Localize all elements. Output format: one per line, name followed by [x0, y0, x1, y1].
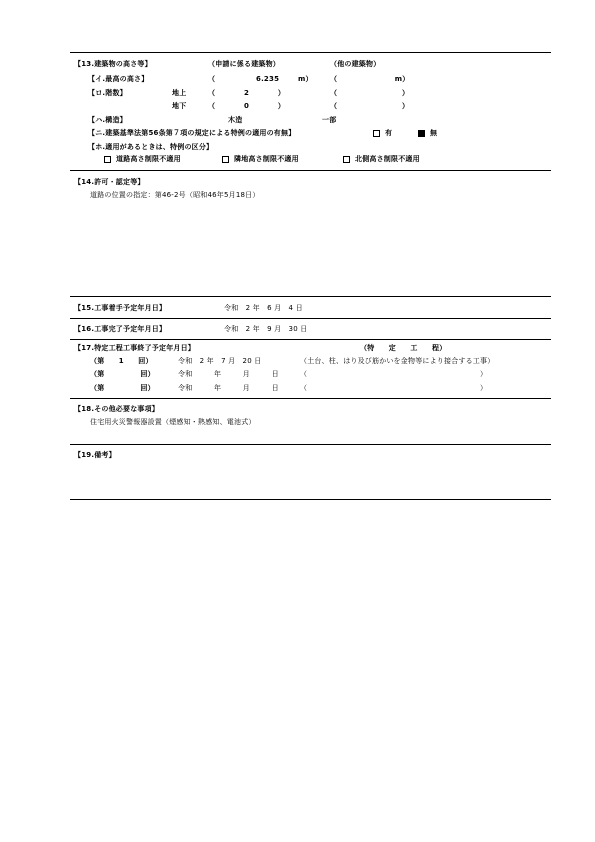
s17-row3-date: 令和 年 月 日	[178, 384, 279, 392]
s18-value: 住宅用火災警報器設置（煙感知・熱感知、電池式）	[90, 418, 256, 426]
s13-i-label: 【イ.最高の高さ】	[88, 75, 149, 83]
s17-title: 【17.特定工程工事終了予定年月日】	[74, 344, 195, 352]
rule-15	[70, 296, 551, 297]
s13-below-value: （ 0 ）	[208, 102, 286, 110]
s14-value: 道路の位置の指定：第46-2号（昭和46年5月18日）	[90, 191, 260, 199]
ni-no-label: 無	[430, 129, 438, 137]
s13-ha-value: 木造	[228, 116, 243, 124]
s13-col-applied: （申請に係る建築物）	[208, 60, 280, 68]
s17-row1-desc: （土台、柱、はり及び筋かいを金物等により接合する工事）	[300, 357, 495, 365]
s13-title: 【13.建築物の高さ等】	[74, 60, 152, 68]
s13-i-open: （	[208, 75, 216, 83]
s17-row2-desc: （ ）	[300, 370, 488, 378]
s15-value: 令和 2 年 6 月 4 日	[224, 304, 303, 312]
s13-ho-label: 【ホ.適用があるときは、特例の区分】	[88, 143, 214, 151]
opt1-checkbox[interactable]	[104, 156, 111, 163]
s16-title: 【16.工事完了予定年月日】	[74, 325, 167, 333]
ni-yes-label: 有	[385, 129, 393, 137]
top-rule	[70, 52, 551, 53]
s14-title: 【14.許可・認定等】	[74, 178, 145, 186]
s13-ha-label: 【ハ.構造】	[88, 116, 127, 124]
s13-below-label: 地下	[172, 102, 187, 110]
s18-title: 【18.その他必要な事項】	[74, 405, 160, 413]
s13-col-other: （他の建築物）	[330, 60, 381, 68]
s13-ha-value2: 一部	[322, 116, 337, 124]
s17-row2-date: 令和 年 月 日	[178, 370, 279, 378]
s13-above-other: （ ）	[330, 89, 410, 97]
s13-i-unit: m）	[298, 75, 313, 83]
opt2-label: 隣地高さ制限不適用	[234, 155, 299, 163]
s17-row3-desc: （ ）	[300, 384, 488, 392]
opt3-label: 北側高さ制限不適用	[355, 155, 420, 163]
opt3-checkbox[interactable]	[343, 156, 350, 163]
s17-col-header: （特 定 工 程）	[360, 344, 447, 352]
s13-above-label: 地上	[172, 89, 187, 97]
s17-row1-date: 令和 2 年 7 月 20 日	[178, 357, 262, 365]
opt1-label: 道路高さ制限不適用	[116, 155, 181, 163]
ni-yes-checkbox[interactable]	[373, 130, 380, 137]
s15-title: 【15.工事着手予定年月日】	[74, 304, 167, 312]
s13-below-other: （ ）	[330, 102, 410, 110]
s19-title: 【19.備考】	[74, 451, 116, 459]
s13-above-value: （ 2 ）	[208, 89, 286, 97]
ni-no-checkbox[interactable]	[418, 130, 425, 137]
s16-value: 令和 2 年 9 月 30 日	[224, 325, 308, 333]
s17-row1-no: （第 1 回）	[90, 357, 153, 365]
s13-ro-label: 【ロ.階数】	[88, 89, 127, 97]
rule-14	[70, 170, 551, 171]
s13-ni-label: 【ニ.建築基準法第56条第７項の規定による特例の適用の有無】	[88, 129, 296, 137]
s17-row3-no: （第 回）	[90, 384, 155, 392]
rule-18	[70, 398, 551, 399]
rule-17	[70, 339, 551, 340]
s17-row2-no: （第 回）	[90, 370, 155, 378]
bottom-rule	[70, 499, 551, 500]
rule-16	[70, 318, 551, 319]
s13-i-value: 6.235	[256, 75, 280, 83]
rule-19	[70, 444, 551, 445]
opt2-checkbox[interactable]	[222, 156, 229, 163]
s13-i-other: （ m）	[330, 75, 410, 83]
